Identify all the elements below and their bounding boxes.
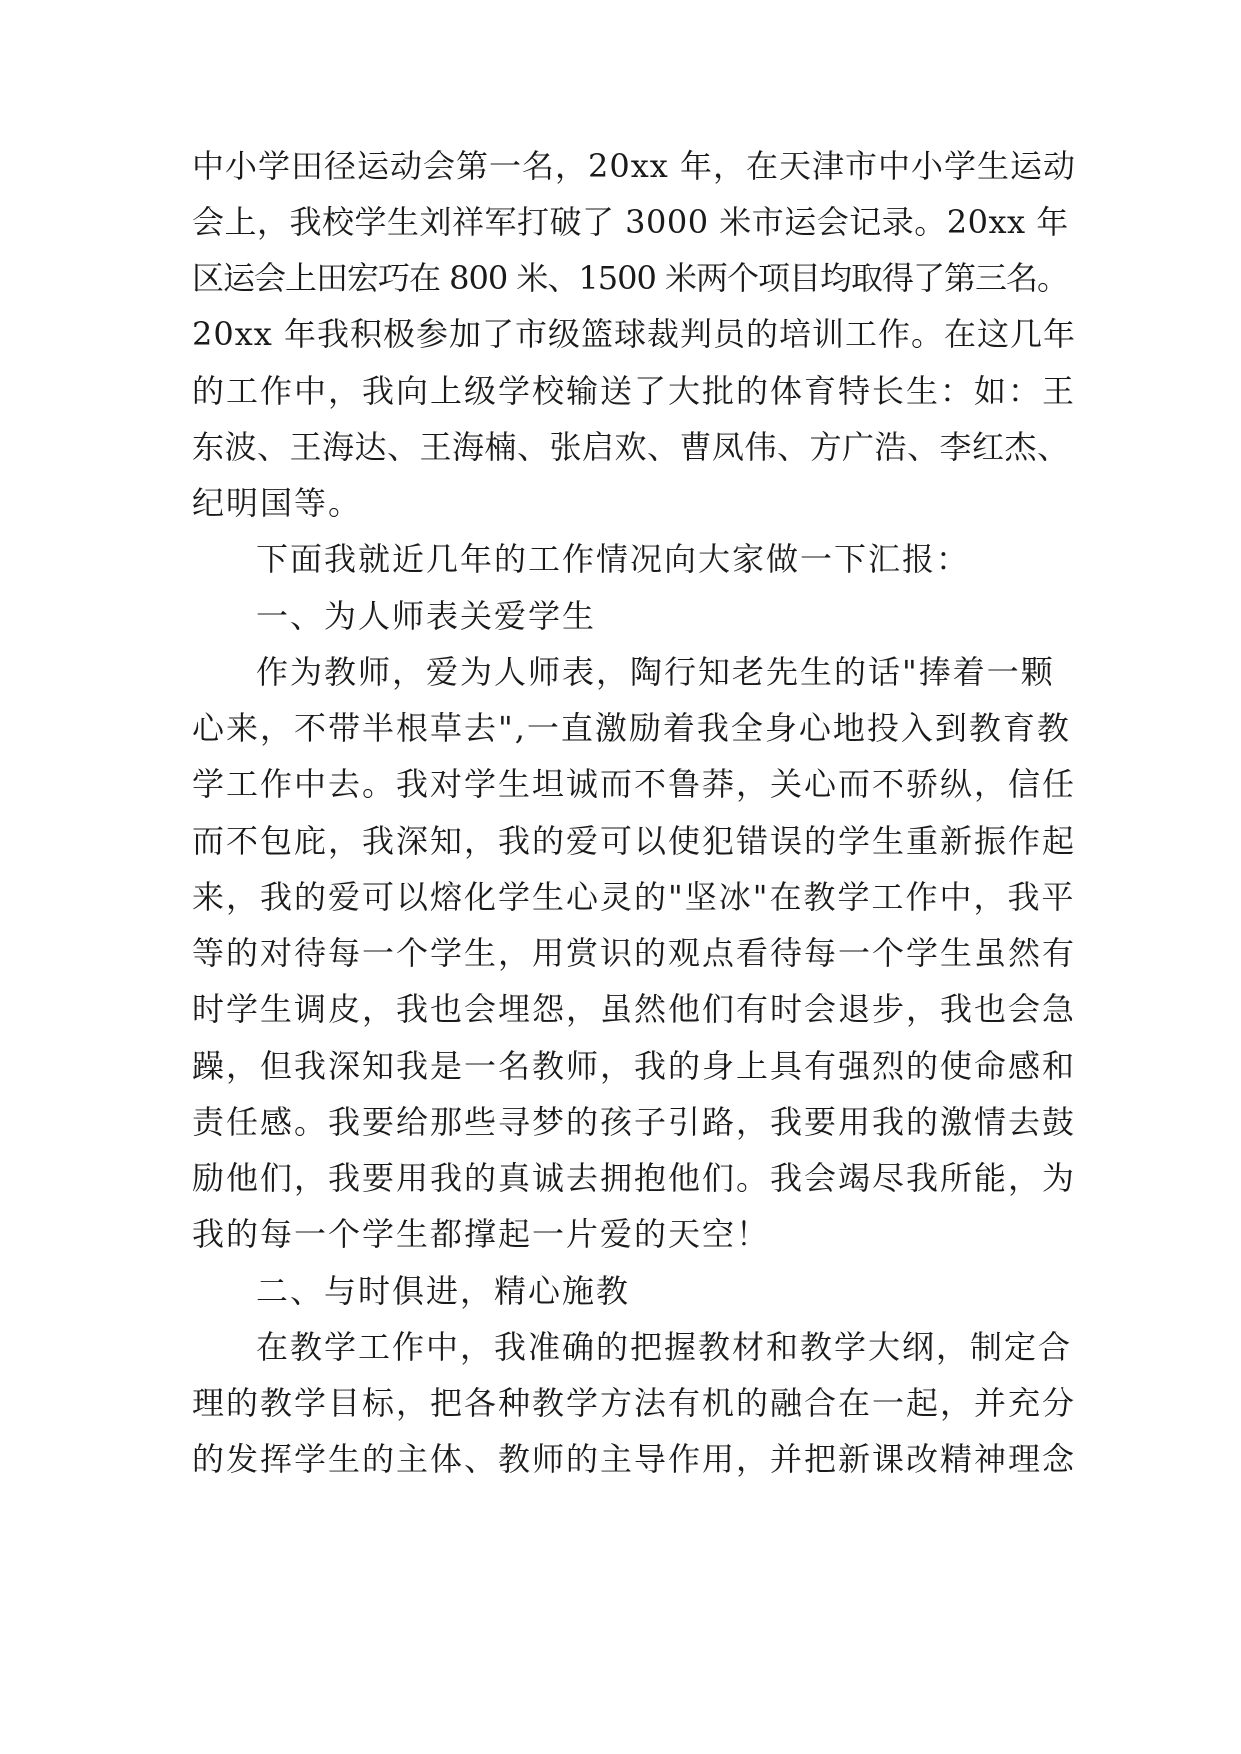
section-heading: 一、为人师表关爱学生 (256, 597, 597, 635)
paragraph-line: 区运会上田宏巧在 800 米、1500 米两个项目均取得了第三名。 (192, 259, 1069, 297)
paragraph-line: 我的每一个学生都撑起一片爱的天空！ (192, 1215, 771, 1253)
paragraph-line: 下面我就近几年的工作情况向大家做一下汇报： (256, 540, 971, 578)
paragraph-line: 东波、王海达、王海楠、张启欢、曹凤伟、方广浩、李红杰、 (192, 428, 1070, 466)
paragraph-line: 时学生调皮，我也会埋怨，虽然他们有时会退步，我也会急 (192, 990, 1077, 1028)
paragraph-line: 学工作中去。我对学生坦诚而不鲁莽，关心而不骄纵，信任 (192, 765, 1077, 803)
paragraph-line: 理的教学目标，把各种教学方法有机的融合在一起，并充分 (192, 1384, 1077, 1422)
paragraph-line: 中小学田径运动会第一名，20xx 年，在天津市中小学生运动 (192, 147, 1076, 185)
paragraph-line: 的工作中，我向上级学校输送了大批的体育特长生：如：王 (192, 372, 1077, 410)
paragraph-line: 纪明国等。 (192, 484, 363, 522)
paragraph-line: 心来，不带半根草去",一直激励着我全身心地投入到教育教 (192, 709, 1071, 747)
paragraph-line: 等的对待每一个学生，用赏识的观点看待每一个学生虽然有 (192, 934, 1077, 972)
paragraph-line: 会上，我校学生刘祥军打破了 3000 米市运会记录。20xx 年 (192, 203, 1069, 241)
paragraph-line: 躁，但我深知我是一名教师，我的身上具有强烈的使命感和 (192, 1047, 1077, 1085)
paragraph-line: 而不包庇，我深知，我的爱可以使犯错误的学生重新振作起 (192, 822, 1077, 860)
paragraph-line: 在教学工作中，我准确的把握教材和教学大纲，制定合 (256, 1328, 1073, 1366)
paragraph-line: 励他们，我要用我的真诚去拥抱他们。我会竭尽我所能，为 (192, 1159, 1077, 1197)
section-heading: 二、与时俱进，精心施教 (256, 1272, 631, 1310)
paragraph-line: 来，我的爱可以熔化学生心灵的"坚冰"在教学工作中，我平 (192, 878, 1076, 916)
paragraph-line: 的发挥学生的主体、教师的主导作用，并把新课改精神理念 (192, 1440, 1077, 1478)
paragraph-line: 作为教师，爱为人师表，陶行知老先生的话"捧着一颗 (256, 653, 1055, 691)
paragraph-line: 责任感。我要给那些寻梦的孩子引路，我要用我的激情去鼓 (192, 1103, 1077, 1141)
paragraph-line: 20xx 年我积极参加了市级篮球裁判员的培训工作。在这几年 (192, 315, 1076, 353)
